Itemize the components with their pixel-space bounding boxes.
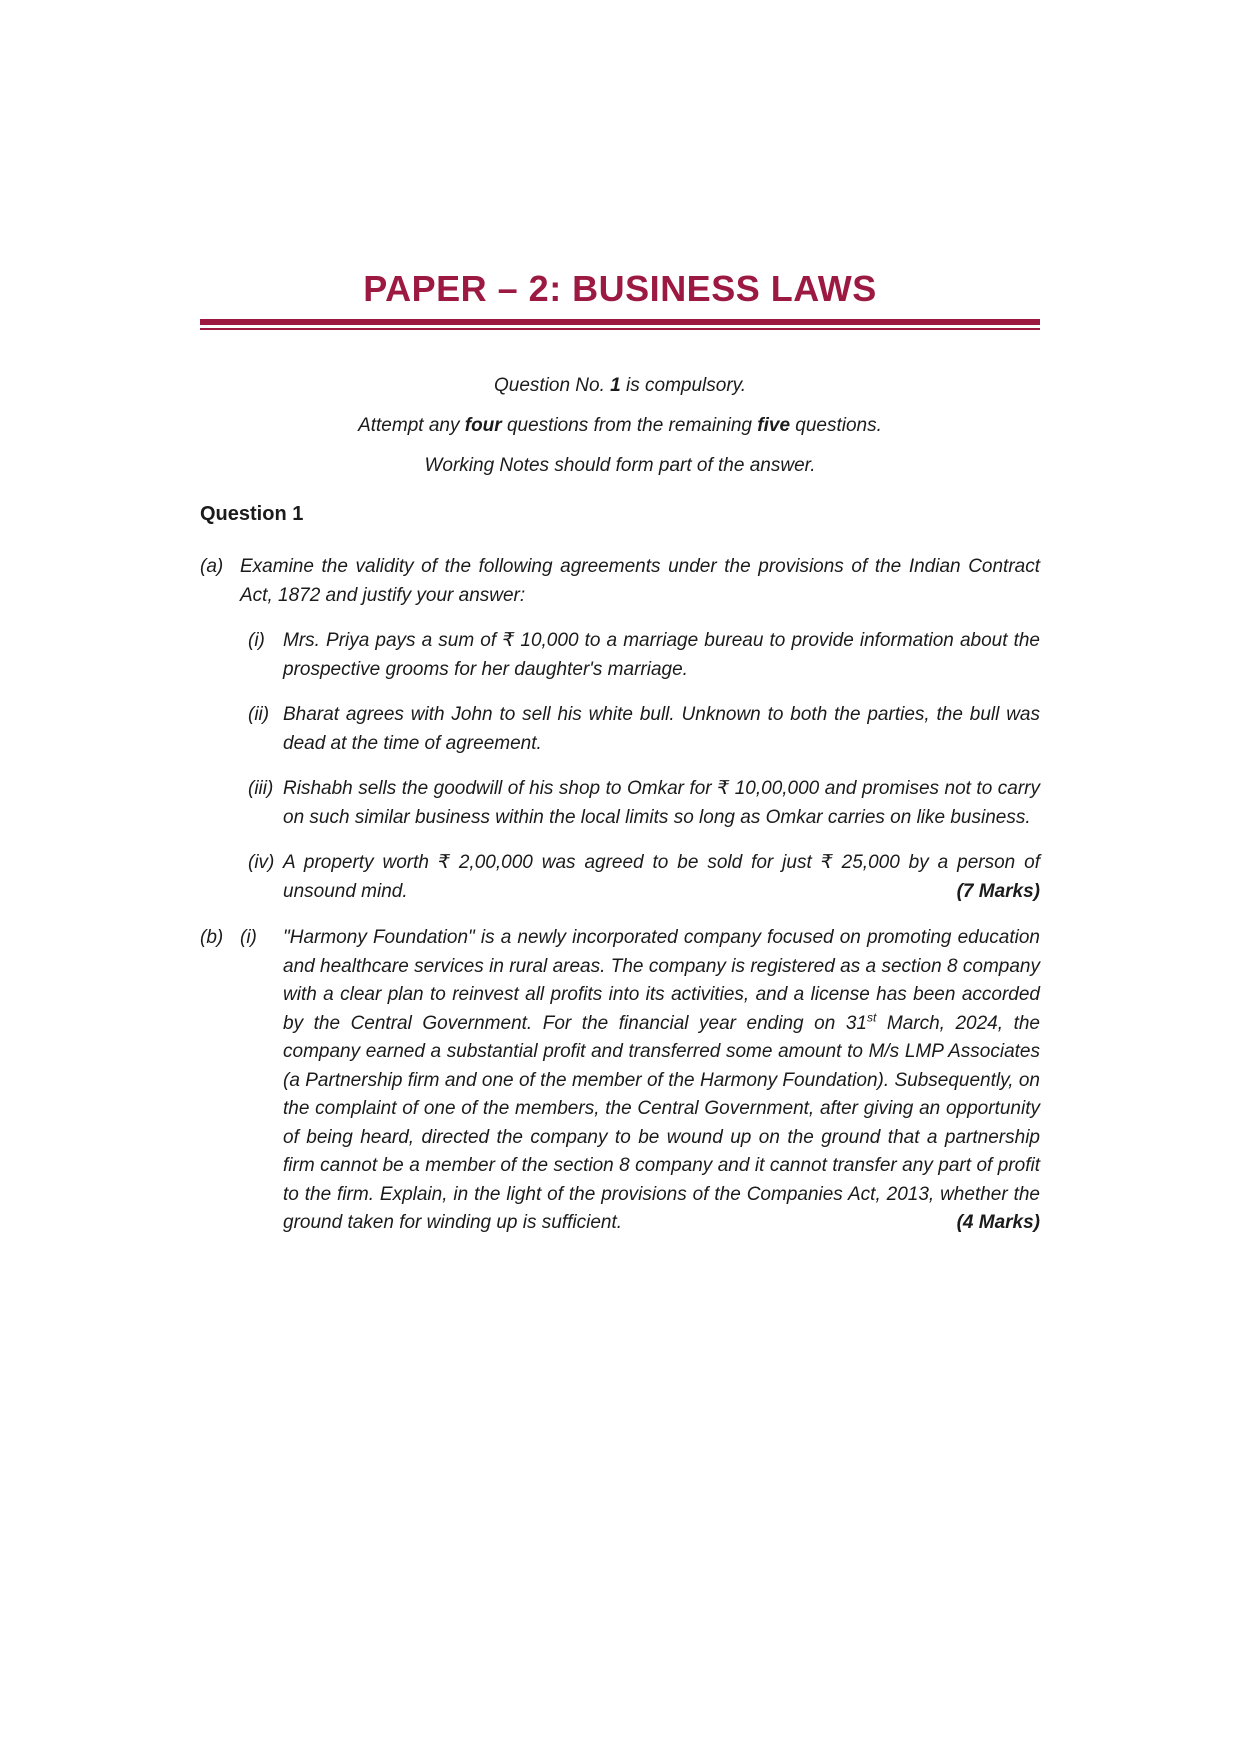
question-1b-marks: (4 Marks) (956, 1212, 1040, 1233)
instruction-1-post: is compulsory. (620, 375, 747, 396)
exam-instructions (200, 374, 1040, 477)
question-1a-item-ii (248, 701, 1040, 758)
instruction-line-2 (200, 414, 1040, 437)
question-1a-item-iii (248, 775, 1040, 832)
item-iii-text: Rishabh sells the goodwill of his shop to Omkar for ₹ 10,00,000 and promises not to carry on such similar business within the local limits so long as Omkar carries on like business. (283, 778, 1040, 828)
item-iii-label: (iii) (248, 778, 274, 799)
item-iv-body: A property worth ₹ 2,00,000 was agreed to be sold for just ₹ 25,000 by a person of unsound mind. (283, 852, 1040, 902)
question-1a-item-i (248, 627, 1040, 684)
title-divider-thick-line (200, 319, 1040, 325)
item-iv-label: (iv) (248, 852, 275, 873)
item-i-label: (i) (248, 630, 265, 651)
question-1b-text (283, 924, 1040, 1238)
instruction-1-bold: 1 (610, 375, 621, 396)
question-1a-intro-row (200, 553, 1040, 610)
question-1a-intro-text: Examine the validity of the following agreements under the provisions of the Indian Contract Act, 1872 and justify your answer: (240, 556, 1040, 606)
question-1-heading: Question 1 (200, 503, 304, 525)
instruction-2-post: questions. (790, 415, 882, 436)
instruction-1-pre: Question No. (493, 375, 611, 396)
title-divider-thin-line (200, 328, 1040, 330)
question-1a (200, 553, 1040, 906)
question-1a-label: (a) (200, 556, 224, 577)
item-ii-text: Bharat agrees with John to sell his white bull. Unknown to both the parties, the bull was dead at the time of agreement. (283, 704, 1040, 754)
question-1a-marks: (7 Marks) (956, 880, 1040, 902)
title-divider (200, 319, 1040, 330)
question-1b-text-before-sup: "Harmony Foundation" is a newly incorporated company focused on promoting education and healthcare services in rural areas. The company is registered as a section 8 company with a clear plan to reinvest all profits into its activities, and a license has been accorded by the Central Government. For the financial year ending on 31 (283, 927, 1040, 1034)
question-1b-text-after-sup: March, 2024, the company earned a substantial profit and transferred some amount to M/s LMP Associates (a Partnership firm and one of the member of the Harmony Foundation). Subsequently, on the complaint of one of the members, the Central Government, after giving an opportunity of being heard, directed the company to be wound up on the ground that a partnership firm cannot be a member of the section 8 company and it cannot transfer any part of profit to the firm. Explain, in the light of the provisions of the Companies Act, 2013, whether the ground taken for winding up is sufficient. (283, 1012, 1040, 1233)
question-1b (200, 924, 1040, 1238)
instruction-2-bold-five: five (757, 415, 791, 436)
question-1a-items (248, 610, 1040, 906)
item-ii-label: (ii) (248, 704, 270, 725)
instruction-line-1 (200, 374, 1040, 397)
question-1a-items-row (200, 610, 1040, 906)
page-title: PAPER – 2: BUSINESS LAWS (363, 268, 877, 309)
instruction-line-3: Working Notes should form part of the answer. (424, 455, 816, 476)
instruction-2-bold-four: four (464, 415, 502, 436)
instruction-2-mid: questions from the remaining (501, 415, 758, 436)
question-1b-row (200, 924, 1040, 1238)
instruction-2-pre: Attempt any (358, 415, 465, 436)
item-iv-text (283, 849, 1040, 906)
question-1b-ordinal-superscript: st (866, 1010, 877, 1025)
question-1a-item-iv (248, 849, 1040, 906)
item-i-text: Mrs. Priya pays a sum of ₹ 10,000 to a marriage bureau to provide information about the prospective grooms for her daughter's marriage. (283, 630, 1040, 680)
question-1b-item-label: (i) (240, 927, 257, 948)
question-1b-label: (b) (200, 927, 224, 948)
